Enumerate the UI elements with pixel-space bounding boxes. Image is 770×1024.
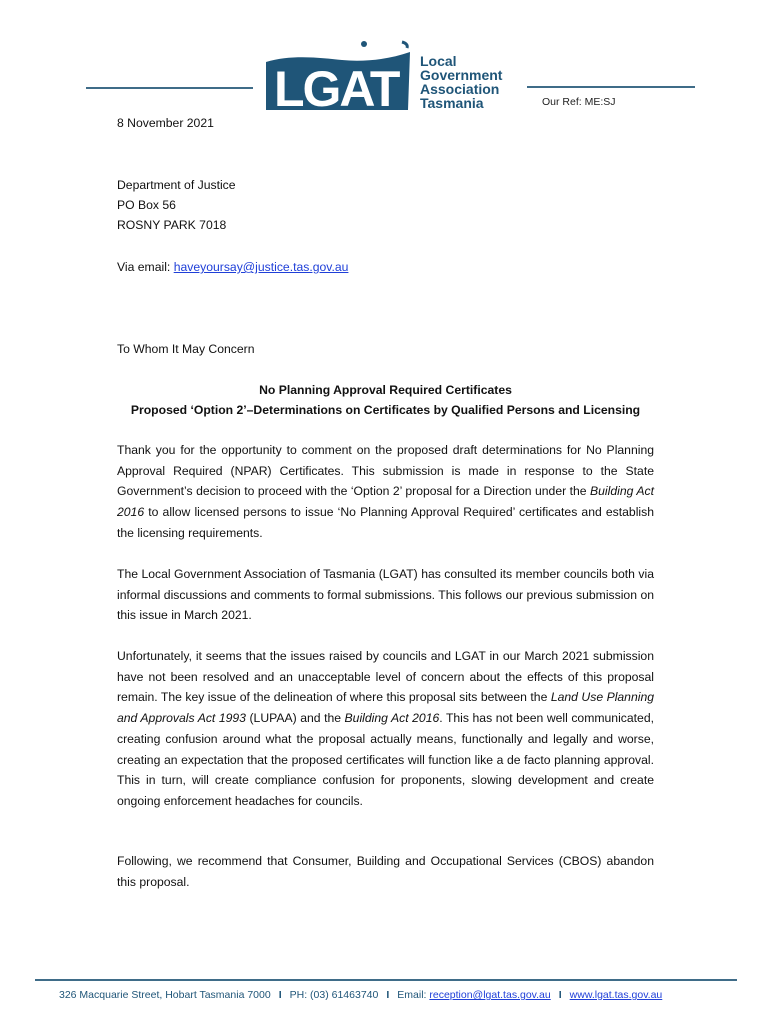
italic-title: Building Act 2016 xyxy=(344,711,440,726)
footer-separator: I xyxy=(558,989,562,1001)
logo-line: Association xyxy=(420,81,500,97)
paragraph-text: Following, we recommend that Consumer, Building and Occupational Services (CBOS) abandon this proposal. xyxy=(117,854,654,889)
footer-separator: I xyxy=(386,989,390,1001)
paragraph-text: . This has not been well communicated, creating confusion around what the proposal actually means, functionally and legally and worse, creating an expectation that the proposed certificates will function like a de facto planning approval. This in turn, will create compliance confusion for proponents, slowing development and create ongoing enforcement headaches for councils. xyxy=(117,711,654,808)
header-rule-left xyxy=(86,87,253,89)
footer-phone: PH: (03) 61463740 xyxy=(289,989,379,1001)
logo-line: Local xyxy=(420,53,457,69)
footer xyxy=(59,989,662,1001)
body-paragraph-2 xyxy=(117,564,654,626)
lgat-logo-mark xyxy=(262,40,414,114)
footer-website-link[interactable]: www.lgat.tas.gov.au xyxy=(569,989,663,1001)
paragraph-text: Thank you for the opportunity to comment on the proposed draft determinations for No Planning Approval Required (NPAR) Certificates. This submission is made in response to the State Government’s decision to proceed with the ‘Option 2’ proposal for a Direction under the xyxy=(117,443,654,499)
logo-wordmark xyxy=(420,54,502,110)
paragraph-text: (LUPAA) and the xyxy=(245,711,345,726)
footer-rule xyxy=(35,979,737,981)
body-paragraph-3 xyxy=(117,646,654,812)
address-line: ROSNY PARK 7018 xyxy=(117,218,227,232)
our-reference: Our Ref: ME:SJ xyxy=(542,96,616,108)
salutation: To Whom It May Concern xyxy=(117,342,255,356)
logo-line: Tasmania xyxy=(420,95,484,111)
subject-line-2: Proposed ‘Option 2’–Determinations on Certificates by Qualified Persons and Licensing xyxy=(130,403,641,417)
footer-email-link[interactable]: reception@lgat.tas.gov.au xyxy=(429,989,551,1001)
body-paragraph-4 xyxy=(117,851,654,892)
header-rule-right xyxy=(527,86,695,88)
footer-email-label: Email: xyxy=(397,989,430,1001)
italic-title: Building Act 2016 xyxy=(117,484,654,520)
subject-line-1: No Planning Approval Required Certificates xyxy=(259,383,512,397)
paragraph-text: The Local Government Association of Tasmania (LGAT) has consulted its member councils both via informal discussions and comments to formal submissions. This follows our previous submission on this issue in March 2021. xyxy=(117,567,654,623)
logo-line: Government xyxy=(420,67,503,83)
via-email-line xyxy=(117,257,348,278)
body-paragraph-1 xyxy=(117,440,654,544)
paragraph-text: to allow licensed persons to issue ‘No Planning Approval Required’ certificates and establish the licensing requirements. xyxy=(117,505,654,540)
footer-separator: I xyxy=(278,989,282,1001)
logo-letters: LGAT xyxy=(274,61,399,114)
address-line: PO Box 56 xyxy=(117,198,176,212)
footer-address: 326 Macquarie Street, Hobart Tasmania 7000 xyxy=(59,989,271,1001)
address-line: Department of Justice xyxy=(117,178,236,192)
recipient-email-link[interactable]: haveyoursay@justice.tas.gov.au xyxy=(173,260,349,274)
via-email-label: Via email: xyxy=(117,260,174,274)
italic-title: Land Use Planning and Approvals Act 1993 xyxy=(117,690,655,726)
letter-date: 8 November 2021 xyxy=(117,116,214,130)
paragraph-text: Unfortunately, it seems that the issues raised by councils and LGAT in our March 2021 submission have not been resolved and an unacceptable level of concern about the effects of this proposal remain. The key issue of the delineation of where this proposal sits between the xyxy=(117,649,654,705)
